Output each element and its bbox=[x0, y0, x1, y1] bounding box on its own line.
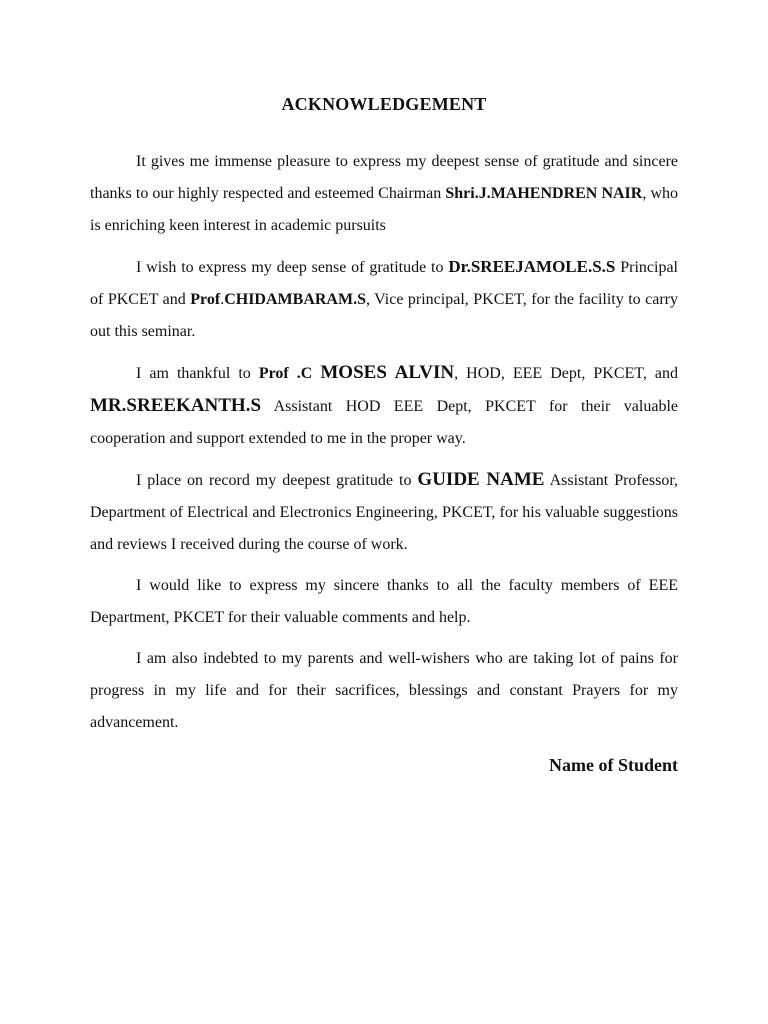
paragraph-text: , Vice principal, PKCET, for the facility to carry out this seminar. bbox=[90, 291, 679, 340]
paragraph-text: I place on record my deepest gratitude to bbox=[136, 472, 418, 489]
chairman-name: Shri.J.MAHENDREN NAIR bbox=[445, 185, 643, 202]
paragraph-text: , who is enriching keen interest in academic pursuits bbox=[90, 185, 678, 234]
principal-name: Dr.SREEJAMOLE.S.S bbox=[448, 257, 616, 276]
assistant-hod-name: MR.SREEKANTH.S bbox=[90, 395, 262, 416]
vice-principal-title: Prof bbox=[190, 291, 221, 308]
paragraph-parents bbox=[90, 643, 678, 739]
hod-title: Prof .C bbox=[258, 365, 321, 382]
paragraph-hod bbox=[90, 357, 678, 455]
paragraph-text: I am also indebted to my parents and well-wishers who are taking lot of pains for progress in my life and for their sacrifices, blessings and constant Prayers for my advancement. bbox=[90, 650, 678, 731]
page-title: ACKNOWLEDGEMENT bbox=[281, 94, 487, 114]
paragraph-chairman bbox=[90, 146, 678, 242]
hod-name: MOSES ALVIN bbox=[320, 362, 455, 383]
paragraph-text: . bbox=[220, 291, 225, 308]
paragraph-guide bbox=[90, 464, 678, 561]
paragraph-text: I would like to express my sincere thanks to all the faculty members of EEE Department, PKCET for their valuable comments and help. bbox=[90, 577, 678, 626]
paragraph-text: Assistant HOD EEE Dept, PKCET for their valuable cooperation and support extended to me in the proper way. bbox=[90, 398, 678, 447]
paragraph-text: I am thankful to bbox=[136, 365, 259, 382]
paragraph-text: I wish to express my deep sense of gratitude to bbox=[136, 259, 449, 276]
paragraph-text: , HOD, EEE Dept, PKCET, and bbox=[454, 365, 679, 382]
paragraph-text: Assistant Professor, Department of Electrical and Electronics Engineering, PKCET, for his valuable suggestions and reviews I received during the course of work. bbox=[90, 472, 679, 553]
student-signature: Name of Student bbox=[549, 755, 678, 775]
document-page bbox=[90, 92, 678, 777]
paragraph-text: It gives me immense pleasure to express my deepest sense of gratitude and sincere thanks to our highly respected and esteemed Chairman bbox=[90, 153, 678, 202]
vice-principal-name: CHIDAMBARAM.S bbox=[224, 291, 366, 308]
paragraph-text: Principal of PKCET and bbox=[90, 259, 678, 308]
paragraph-faculty bbox=[90, 570, 678, 634]
guide-name: GUIDE NAME bbox=[417, 469, 545, 490]
paragraph-principal bbox=[90, 251, 678, 348]
